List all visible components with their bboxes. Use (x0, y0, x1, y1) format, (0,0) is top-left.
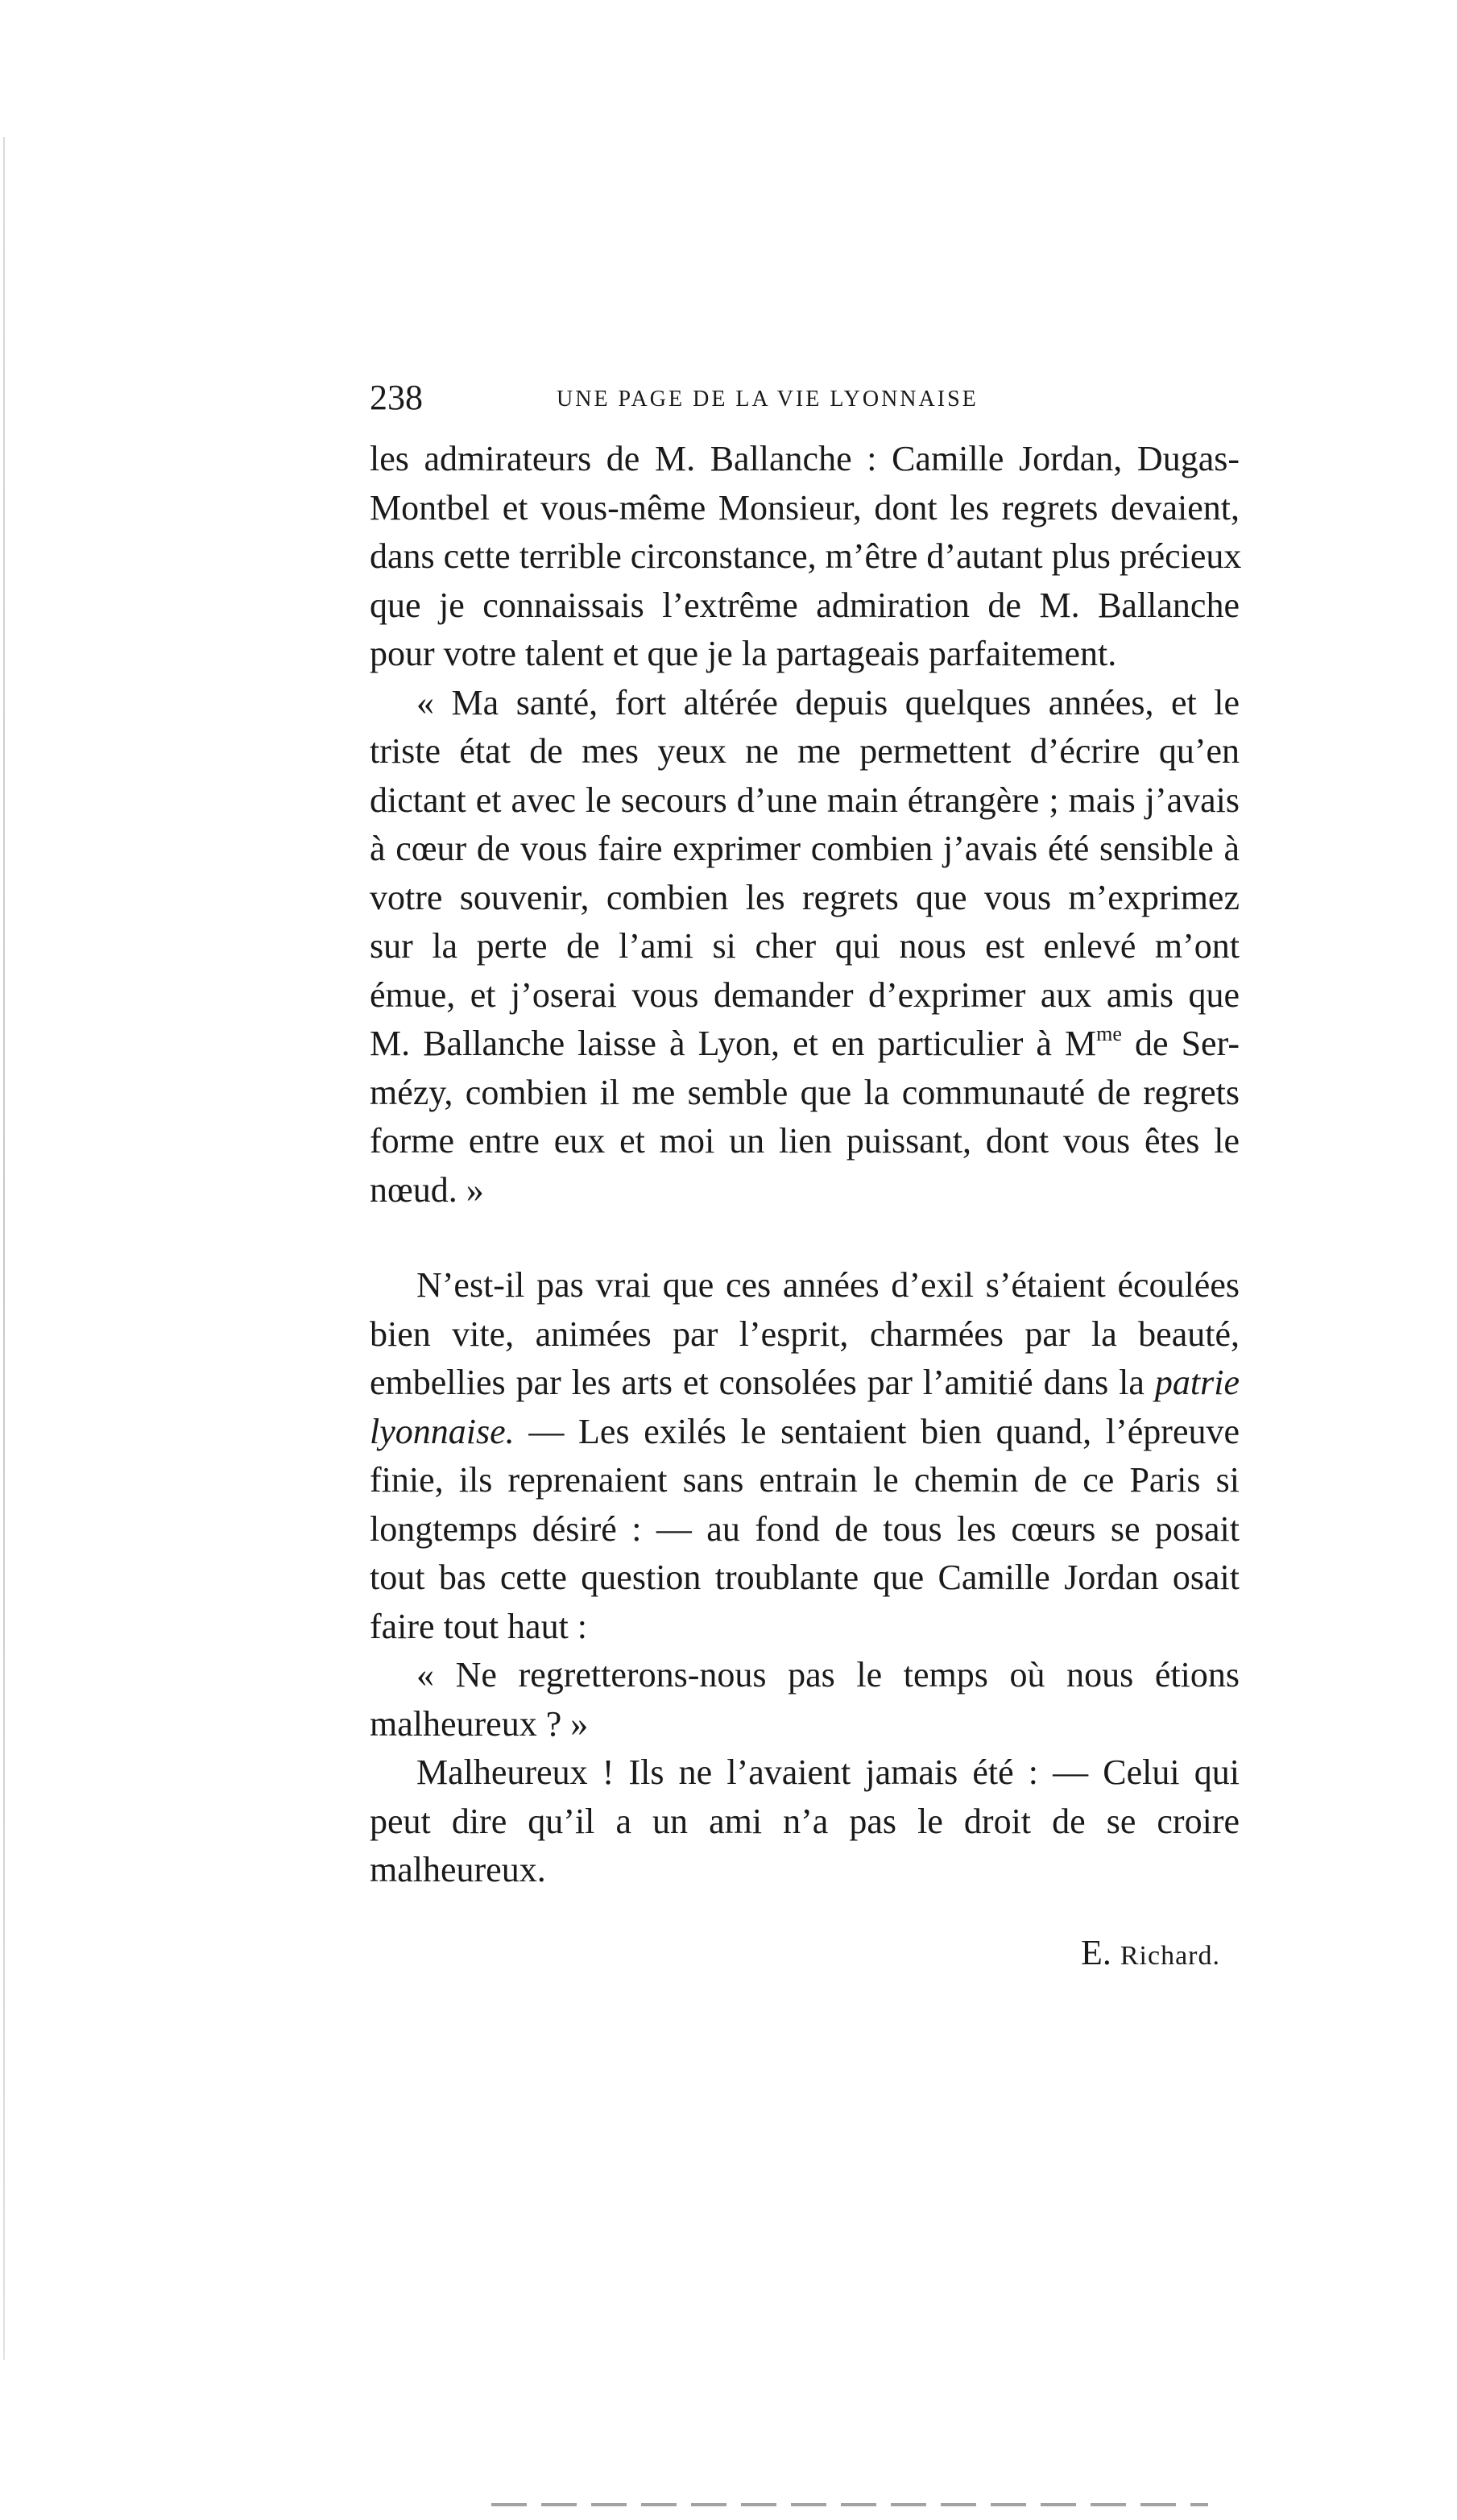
text-line: à cœur de vous faire exprimer combien j’avais été sensible à (370, 829, 1240, 868)
text-line: émue, et j’oserai vous demander d’exprimer aux amis que (370, 974, 1240, 1015)
paragraph-4-quote (370, 1651, 1240, 1748)
text-line: pour votre talent et que je la partageais parfaitement. (370, 634, 1117, 673)
text-line: « Ma santé, fort altérée depuis quelques années, et le (416, 682, 1240, 722)
text-line: longtemps désiré : — au fond de tous les cœurs se posait (370, 1508, 1240, 1549)
paragraph-3 (370, 1261, 1240, 1651)
text-line: que je connaissais l’extrême admiration de M. Ballanche (370, 585, 1240, 625)
book-page (370, 379, 1240, 1980)
text-line: Montbel et vous-même Monsieur, dont les regrets devaient, (370, 487, 1240, 528)
paragraph-1 (370, 435, 1240, 679)
bottom-scan-artifact (491, 2503, 1208, 2506)
text-line: malheureux. (370, 1850, 546, 1889)
text-line: peut dire qu’il a un ami n’a pas le droit de se croire (370, 1801, 1240, 1841)
text-line: dictant et avec le secours d’une main étrangère ; mais j’avais (370, 780, 1240, 820)
text-line: malheureux ? » (370, 1703, 589, 1744)
text-line: faire tout haut : (370, 1606, 588, 1646)
text-line (370, 1408, 1240, 1457)
text-line: Malheureux ! Ils ne l’avaient jamais été : — Celui qui (416, 1752, 1240, 1792)
paragraph-2-letter-quote (370, 679, 1240, 1215)
text-line: bien vite, animées par l’esprit, charmées par la beauté, (370, 1314, 1240, 1354)
text-fragment: M. Ballanche laisse à Lyon, et en particulier à M (370, 1024, 1097, 1063)
signature-surname: Richard. (1120, 1940, 1220, 1971)
text-line: les admirateurs de M. Ballanche : Camille Jordan, Dugas- (370, 439, 1240, 478)
text-line: N’est-il pas vrai que ces années d’exil s’étaient écoulées (416, 1265, 1240, 1305)
author-signature (370, 1929, 1240, 1980)
text-line: « Ne regretterons-nous pas le temps où nous étions (416, 1655, 1240, 1694)
paragraph-5 (370, 1748, 1240, 1895)
text-line (370, 1359, 1240, 1408)
text-fragment: — Les exilés le sentaient bien quand, l’épreuve (514, 1411, 1240, 1451)
paragraph-gap (370, 1214, 1240, 1261)
text-line: votre souvenir, combien les regrets que vous m’exprimez (370, 877, 1240, 917)
text-line: sur la perte de l’ami si cher qui nous est enlevé m’ont (370, 926, 1240, 966)
running-head (370, 379, 1240, 417)
text-fragment: de Ser- (1121, 1024, 1240, 1063)
italic-text: patrie (1154, 1363, 1240, 1402)
text-line (370, 1020, 1240, 1069)
page-number: 238 (370, 378, 423, 417)
text-line: triste état de mes yeux ne me permettent d’écrire qu’en (370, 731, 1240, 771)
text-line: mézy, combien il me semble que la communauté de regrets (370, 1072, 1240, 1112)
text-line: dans cette terrible circonstance, m’être d’autant plus précieux (370, 536, 1242, 576)
running-title: UNE PAGE DE LA VIE LYONNAISE (557, 387, 979, 412)
signature-initial: E. (1080, 1932, 1120, 1972)
text-line: tout bas cette question troublante que Camille Jordan osait (370, 1558, 1240, 1597)
text-line: finie, ils reprenaient sans entrain le chemin de ce Paris si (370, 1460, 1240, 1500)
text-line: forme entre eux et moi un lien puissant, dont vous êtes le (370, 1121, 1240, 1161)
text-fragment: embellies par les arts et consolées par l’amitié dans la (370, 1363, 1155, 1402)
text-line: nœud. » (370, 1169, 484, 1210)
scan-page-edge (3, 137, 5, 2360)
superscript-abbreviation: me (1096, 1022, 1122, 1045)
italic-text: lyonnaise. (370, 1411, 515, 1451)
